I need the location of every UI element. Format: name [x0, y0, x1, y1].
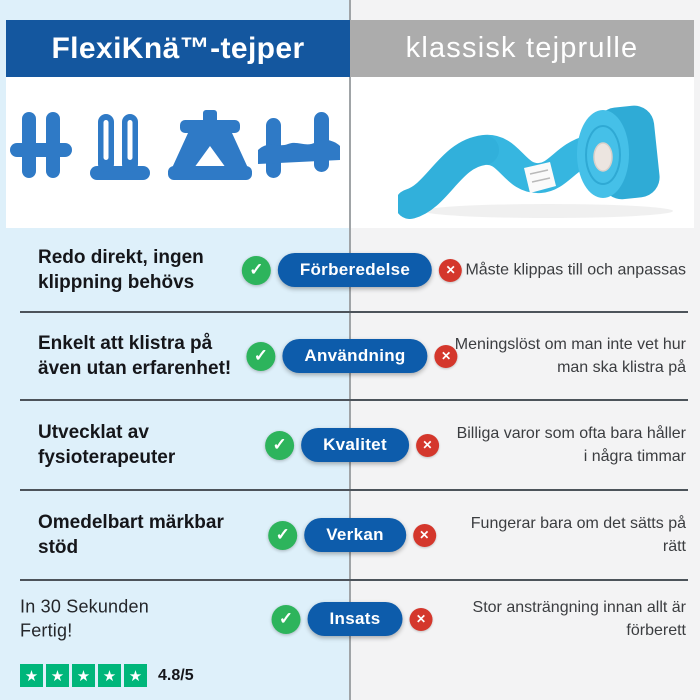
row-badge-cluster [242, 253, 462, 287]
right-column-title: klassisk tejprulle [405, 32, 639, 64]
pro-text: Utvecklat av fysioterapeuter [38, 421, 176, 468]
category-badge: Insats [308, 602, 403, 636]
category-badge: Verkan [304, 518, 406, 552]
comparison-row [0, 401, 700, 489]
header-right [350, 20, 694, 77]
pro-text: Redo direkt, ingen klippning behövs [38, 246, 204, 293]
header-left [6, 20, 350, 77]
pro-text: In 30 Sekunden Fertig! [20, 596, 149, 640]
category-badge: Förberedelse [278, 253, 432, 287]
con-text: Fungerar bara om det sätts på rätt [470, 514, 686, 555]
check-icon: ✓ [268, 521, 297, 550]
row-badge-cluster [265, 428, 439, 462]
comparison-row [0, 491, 700, 579]
con-text: Billiga varor som ofta bara håller i några timmar [456, 424, 686, 465]
cross-icon: ✕ [413, 524, 436, 547]
con-text: Meningslöst om man inte vet hur man ska klistra på [454, 335, 686, 376]
pro-text: Enkelt att klistra på även utan erfarenhet! [38, 332, 232, 379]
con-text: Måste klippas till och anpassas [465, 261, 686, 279]
con-text: Stor ansträngning innan allt är förberett [472, 598, 686, 639]
star-icon: ★ [72, 664, 95, 687]
rating-score: 4.8/5 [158, 666, 194, 684]
cross-icon: ✕ [435, 345, 458, 368]
row-badge-cluster [268, 518, 436, 552]
tape-roll-image [398, 92, 688, 222]
star-icon: ★ [124, 664, 147, 687]
category-badge: Kvalitet [301, 428, 409, 462]
comparison-row [0, 581, 700, 657]
check-icon: ✓ [265, 431, 294, 460]
tape-shapes-image [10, 110, 340, 186]
check-icon: ✓ [246, 342, 275, 371]
cross-icon: ✕ [439, 259, 462, 282]
star-icon: ★ [46, 664, 69, 687]
pro-text: Omedelbart märkbar stöd [38, 511, 224, 558]
star-icon: ★ [98, 664, 121, 687]
left-column-title: FlexiKnä™-tejper [51, 31, 305, 65]
row-badge-cluster [272, 602, 433, 636]
check-icon: ✓ [272, 605, 301, 634]
comparison-row [0, 313, 700, 399]
cross-icon: ✕ [409, 608, 432, 631]
cross-icon: ✕ [416, 434, 439, 457]
row-badge-cluster [246, 339, 457, 373]
comparison-row [0, 228, 700, 312]
star-icon: ★ [20, 664, 43, 687]
check-icon: ✓ [242, 256, 271, 285]
category-badge: Användning [282, 339, 427, 373]
trustpilot-rating [20, 664, 194, 687]
